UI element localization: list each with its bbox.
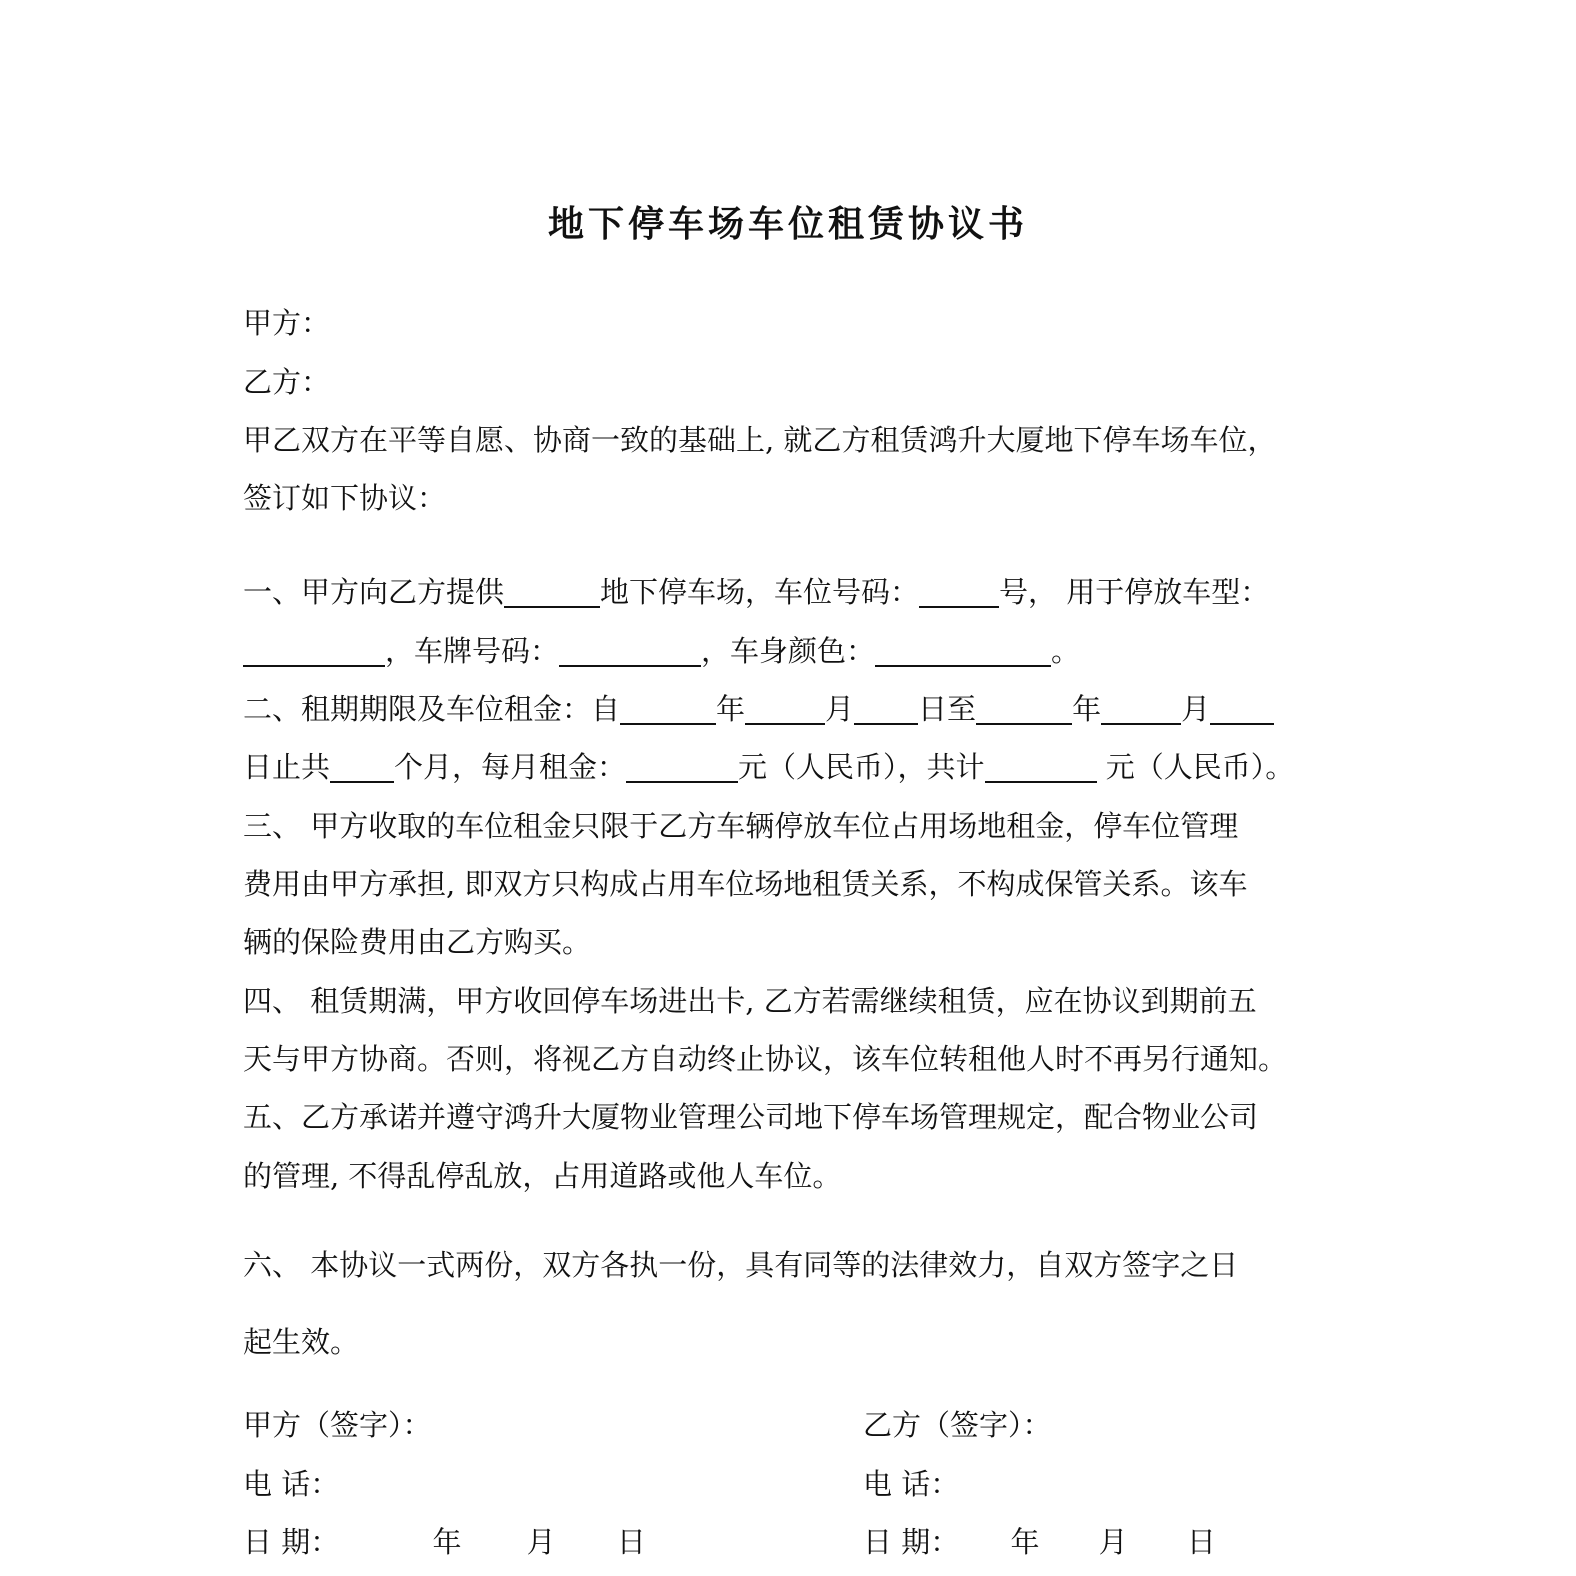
clause-5-line-2: 的管理, 不得乱停乱放，占用道路或他人车位。: [243, 1159, 842, 1193]
start-day-blank: [854, 691, 918, 725]
intro-line-2: 签订如下协议：: [243, 481, 447, 515]
clause-1-text-b: 地下停车场，车位号码：: [600, 575, 920, 609]
clause-2-rmb-2: 元（人民币）。: [1096, 750, 1295, 784]
clause-3-line-1: 三、 甲方收取的车位租金只限于乙方车辆停放车位占用场地租金，停车位管理: [243, 809, 1239, 843]
total-rent-blank: [985, 749, 1097, 783]
start-year-blank: [620, 691, 716, 725]
party-b-date-month: 月: [1098, 1525, 1128, 1559]
party-b-date-row: [863, 1522, 1216, 1562]
party-a-signature-label: 甲方（签字）：: [243, 1408, 432, 1442]
clause-5-line-1: 五、乙方承诺并遵守鸿升大厦物业管理公司地下停车场管理规定，配合物业公司: [243, 1100, 1259, 1134]
end-year-blank: [976, 691, 1072, 725]
clause-2-rmb: 元（人民币），共计: [738, 750, 985, 784]
clause-2-month: 月: [825, 692, 855, 726]
party-a-date-label: 日 期：: [243, 1525, 340, 1559]
clause-2-text-a: 二、租期期限及车位租金：自: [243, 692, 621, 726]
party-b-phone-label: 电 话：: [863, 1467, 960, 1501]
clause-1-line-1: [243, 572, 1353, 612]
party-a-date-row: [243, 1522, 646, 1562]
document-title: 地下停车场车位租赁协议书: [547, 203, 1028, 245]
party-a-date-year: 年: [432, 1525, 462, 1559]
party-b-date-label: 日 期：: [863, 1525, 960, 1559]
clause-4-line-1: 四、 租赁期满，甲方收回停车场进出卡, 乙方若需继续租赁，应在协议到期前五: [243, 984, 1257, 1018]
party-b-date-day: 日: [1186, 1525, 1216, 1559]
clause-1-text-c: 号， 用于停放车型：: [999, 575, 1270, 609]
party-b-date-year: 年: [1010, 1525, 1040, 1559]
monthly-rent-blank: [626, 749, 738, 783]
clause-1-line-2: [243, 631, 1353, 671]
clause-2-line-1: [243, 689, 1353, 729]
clause-2-year-2: 年: [1072, 692, 1102, 726]
party-b-label: 乙方：: [243, 365, 331, 399]
clause-6-line-1: 六、 本协议一式两份，双方各执一份，具有同等的法律效力，自双方签字之日: [243, 1248, 1239, 1282]
clause-2-day-to: 日至: [918, 692, 977, 726]
clause-1-text-f: 。: [1051, 634, 1081, 668]
car-color-blank: [875, 633, 1051, 667]
end-day-blank: [1210, 691, 1274, 725]
party-a-date-day: 日: [616, 1525, 646, 1559]
party-a-label: 甲方：: [243, 306, 331, 340]
months-count-blank: [330, 749, 394, 783]
parking-lot-blank: [504, 574, 600, 608]
clause-2-day-end: 日止共: [243, 750, 331, 784]
clause-2-month-2: 月: [1181, 692, 1211, 726]
clause-2-months: 个月，每月租金：: [394, 750, 627, 784]
clause-2-year: 年: [716, 692, 746, 726]
clause-6-line-2: 起生效。: [243, 1325, 360, 1359]
clause-1-text-e: ，车身颜色：: [701, 634, 876, 668]
start-month-blank: [745, 691, 825, 725]
party-a-phone-label: 电 话：: [243, 1467, 340, 1501]
plate-number-blank: [559, 633, 701, 667]
clause-3-line-2: 费用由甲方承担, 即双方只构成占用车位场地租赁关系，不构成保管关系。该车: [243, 867, 1248, 901]
clause-4-line-2: 天与甲方协商。否则，将视乙方自动终止协议，该车位转租他人时不再另行通知。: [243, 1042, 1288, 1076]
clause-1-text-a: 一、甲方向乙方提供: [243, 575, 505, 609]
end-month-blank: [1101, 691, 1181, 725]
party-b-signature-label: 乙方（签字）：: [863, 1408, 1052, 1442]
party-a-date-month: 月: [526, 1525, 556, 1559]
intro-line-1: 甲乙双方在平等自愿、协商一致的基础上, 就乙方租赁鸿升大厦地下停车场车位，: [243, 423, 1277, 457]
clause-2-line-2: [243, 747, 1353, 787]
clause-3-line-3: 辆的保险费用由乙方购买。: [243, 925, 592, 959]
space-number-blank: [919, 574, 999, 608]
clause-1-text-d: ，车牌号码：: [385, 634, 560, 668]
car-model-blank: [243, 633, 385, 667]
